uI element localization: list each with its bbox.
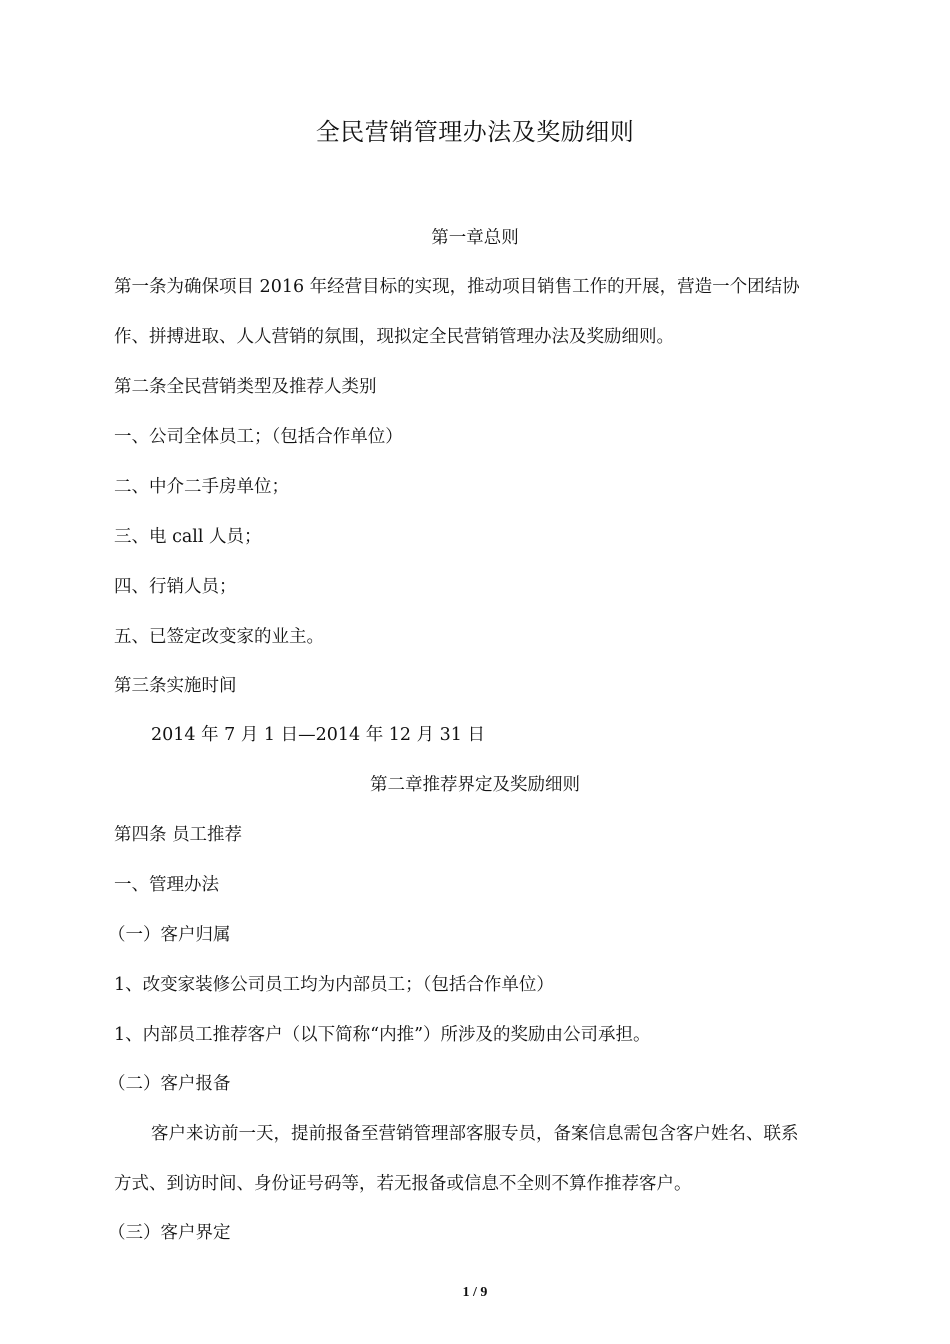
article-1-line-1: 第一条为确保项目 2016 年经营目标的实现，推动项目销售工作的开展，营造一个团结协 [114, 277, 800, 297]
chapter-heading-1: 第一章总则 [431, 228, 519, 248]
category-item-5: 五、已签定改变家的业主。 [114, 627, 324, 647]
section-heading-1: 一、管理办法 [114, 875, 219, 895]
category-item-1: 一、公司全体员工；（包括合作单位） [114, 427, 403, 447]
article-2-heading: 第二条全民营销类型及推荐人类别 [114, 377, 377, 397]
implementation-period: 2014 年 7 月 1 日—2014 年 12 月 31 日 [151, 725, 486, 745]
subsection-heading-1: （一）客户归属 [108, 925, 231, 945]
category-item-3: 三、电 call 人员； [114, 527, 262, 547]
page-number: 1 / 9 [462, 1285, 488, 1300]
category-item-2: 二、中介二手房单位； [114, 477, 289, 497]
report-paragraph-line-1: 客户来访前一天，提前报备至营销管理部客服专员，备案信息需包含客户姓名、联系 [151, 1124, 799, 1144]
category-item-4: 四、行销人员； [114, 577, 237, 597]
article-3-heading: 第三条实施时间 [114, 676, 237, 696]
report-paragraph-line-2: 方式、到访时间、身份证号码等，若无报备或信息不全则不算作推荐客户。 [114, 1174, 692, 1194]
subsection-heading-2: （二）客户报备 [108, 1074, 231, 1094]
subsection-heading-3: （三）客户界定 [108, 1223, 231, 1243]
article-1-line-2: 作、拼搏进取、人人营销的氛围，现拟定全民营销管理办法及奖励细则。 [114, 327, 674, 347]
article-4-heading: 第四条 员工推荐 [114, 825, 243, 845]
numbered-item-2: 1、内部员工推荐客户（以下简称“内推”）所涉及的奖励由公司承担。 [114, 1025, 651, 1045]
chapter-heading-2: 第二章推荐界定及奖励细则 [370, 775, 580, 795]
numbered-item-1: 1、改变家装修公司员工均为内部员工；（包括合作单位） [114, 975, 554, 995]
document-title: 全民营销管理办法及奖励细则 [315, 118, 635, 146]
